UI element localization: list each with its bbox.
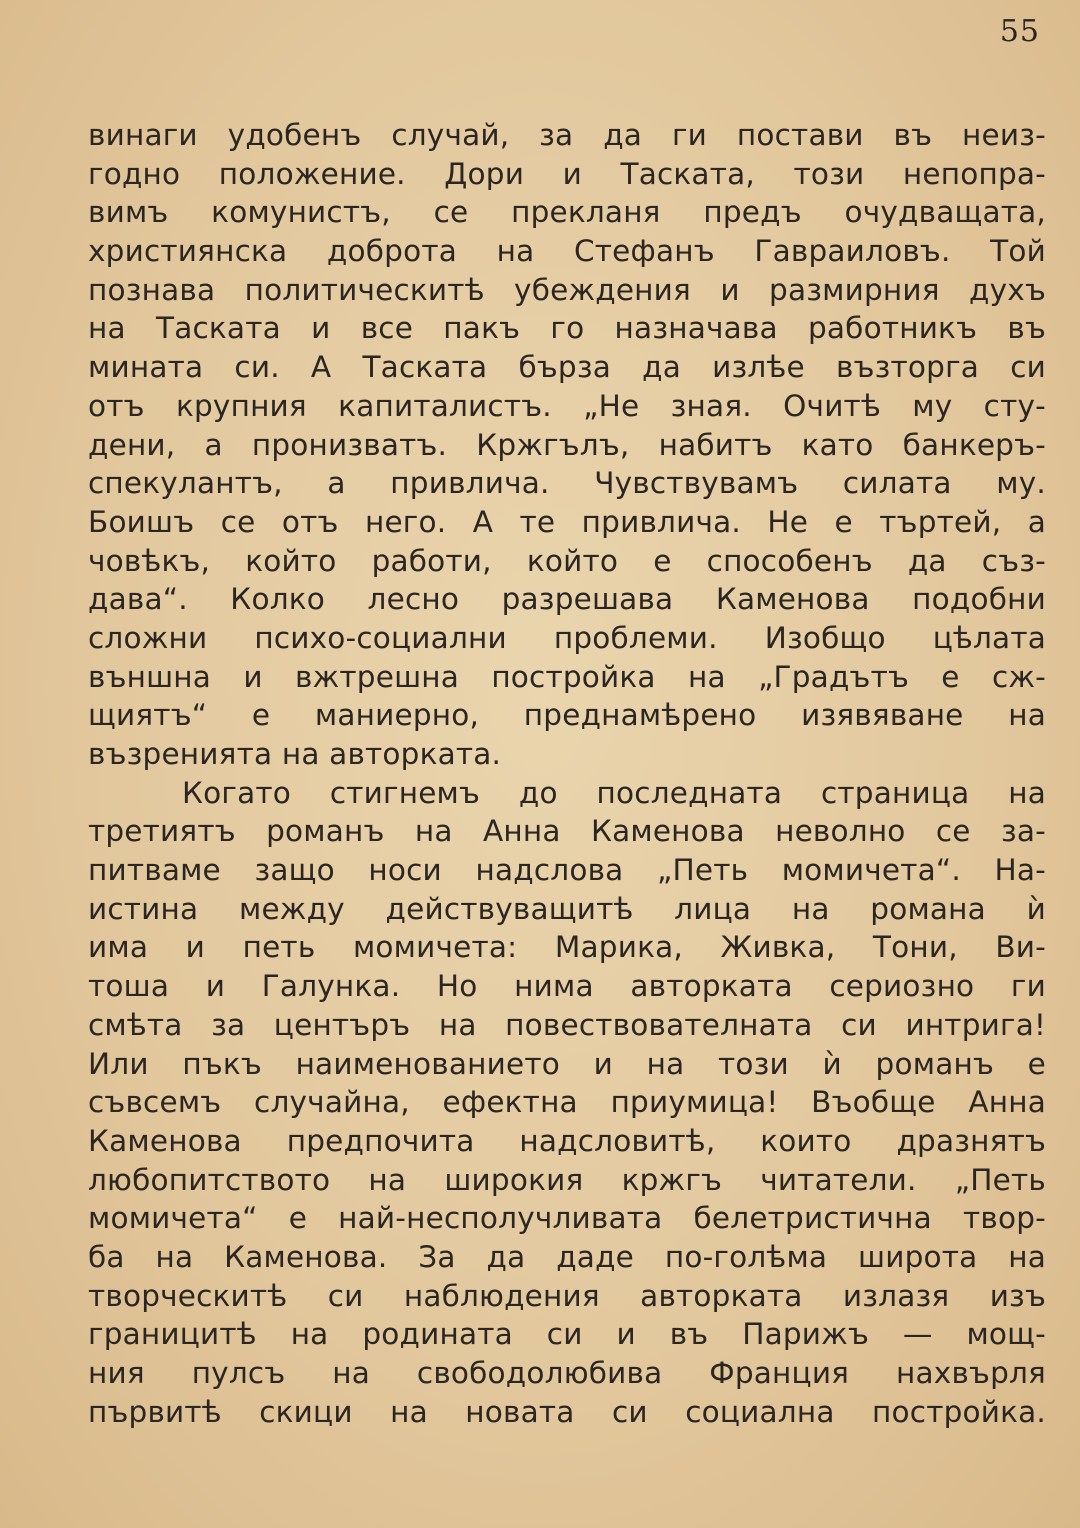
text-line: Или пъкъ наименованието и на този ѝ романъ е bbox=[88, 1046, 1046, 1081]
text-line: познава политическитѣ убеждения и размирния духъ bbox=[88, 272, 1046, 307]
text-line: вимъ комунистъ, се прекланя предъ очудващата, bbox=[88, 195, 1046, 230]
text-line: Когато стигнемъ до последната страница на bbox=[182, 775, 1046, 810]
text-line: любопитството на широкия кржгъ читатели. „Петь bbox=[88, 1162, 1046, 1197]
text-line: смѣта за центъръ на повествователната си интрига! bbox=[88, 1007, 1046, 1042]
text-line: ба на Каменова. За да даде по-голѣма широта на bbox=[88, 1239, 1046, 1274]
text-line: дени, а пронизватъ. Кржгълъ, набитъ като банкеръ- bbox=[88, 427, 1046, 462]
text-line: възренията на авторката. bbox=[88, 737, 502, 771]
text-line: на Таската и все пакъ го назначава работникъ въ bbox=[88, 311, 1046, 346]
text-line: щиятъ“ е маниерно, преднамѣрено изявяване на bbox=[88, 698, 1046, 733]
text-line: границитѣ на родината си и въ Парижъ — мощ- bbox=[88, 1317, 1046, 1352]
text-line: Боишъ се отъ него. А те привлича. Не е търтей, а bbox=[88, 504, 1046, 539]
text-line: има и петь момичета: Марика, Живка, Тони, Ви- bbox=[88, 930, 1046, 965]
text-line: тоша и Галунка. Но нима авторката сериозно ги bbox=[88, 969, 1046, 1004]
paragraph-2 bbox=[88, 774, 1046, 1432]
text-line: творческитѣ си наблюдения авторката излазя изъ bbox=[88, 1278, 1046, 1313]
text-line: отъ крупния капиталистъ. „Не зная. Очитѣ му сту- bbox=[88, 388, 1046, 423]
text-line: човѣкъ, който работи, който е способенъ да съз- bbox=[88, 543, 1046, 578]
text-line: ния пулсъ на свободолюбива Франция нахвърля bbox=[88, 1356, 1046, 1390]
text-line: мината си. А Таската бърза да излѣе възторга си bbox=[88, 350, 1046, 385]
paragraph-1 bbox=[88, 116, 1046, 774]
text-line: християнска доброта на Стефанъ Гавраиловъ. Той bbox=[88, 234, 1046, 269]
text-line: Каменова предпочита надсловитѣ, които дразнятъ bbox=[88, 1123, 1046, 1158]
text-line: съвсемъ случайна, ефектна приумица! Въобще Анна bbox=[88, 1085, 1046, 1120]
text-line: сложни психо-социални проблеми. Изобщо цѣлата bbox=[88, 620, 1046, 655]
text-line: дава“. Колко лесно разрешава Каменова подобни bbox=[88, 582, 1046, 617]
text-line: външна и вжтрешна постройка на „Градътъ е сж- bbox=[88, 659, 1046, 694]
text-line: третиятъ романъ на Анна Каменова неволно се за- bbox=[88, 814, 1046, 849]
text-line: годно положение. Дори и Таската, този непопра- bbox=[88, 156, 1046, 191]
page-number: 55 bbox=[999, 14, 1040, 49]
text-line: истина между действуващитѣ лица на романа ѝ bbox=[88, 891, 1046, 926]
text-line: спекулантъ, а привлича. Чувствувамъ силата му. bbox=[88, 466, 1046, 501]
body-text bbox=[88, 116, 1046, 1431]
text-line: първитѣ скици на новата си социална постройка. bbox=[88, 1394, 1046, 1429]
text-line: момичета“ е най-несполучливата белетристична твор- bbox=[88, 1201, 1046, 1236]
text-line: питваме защо носи надслова „Петь момичета“. На- bbox=[88, 853, 1046, 888]
text-line: винаги удобенъ случай, за да ги постави въ неиз- bbox=[88, 118, 1046, 152]
